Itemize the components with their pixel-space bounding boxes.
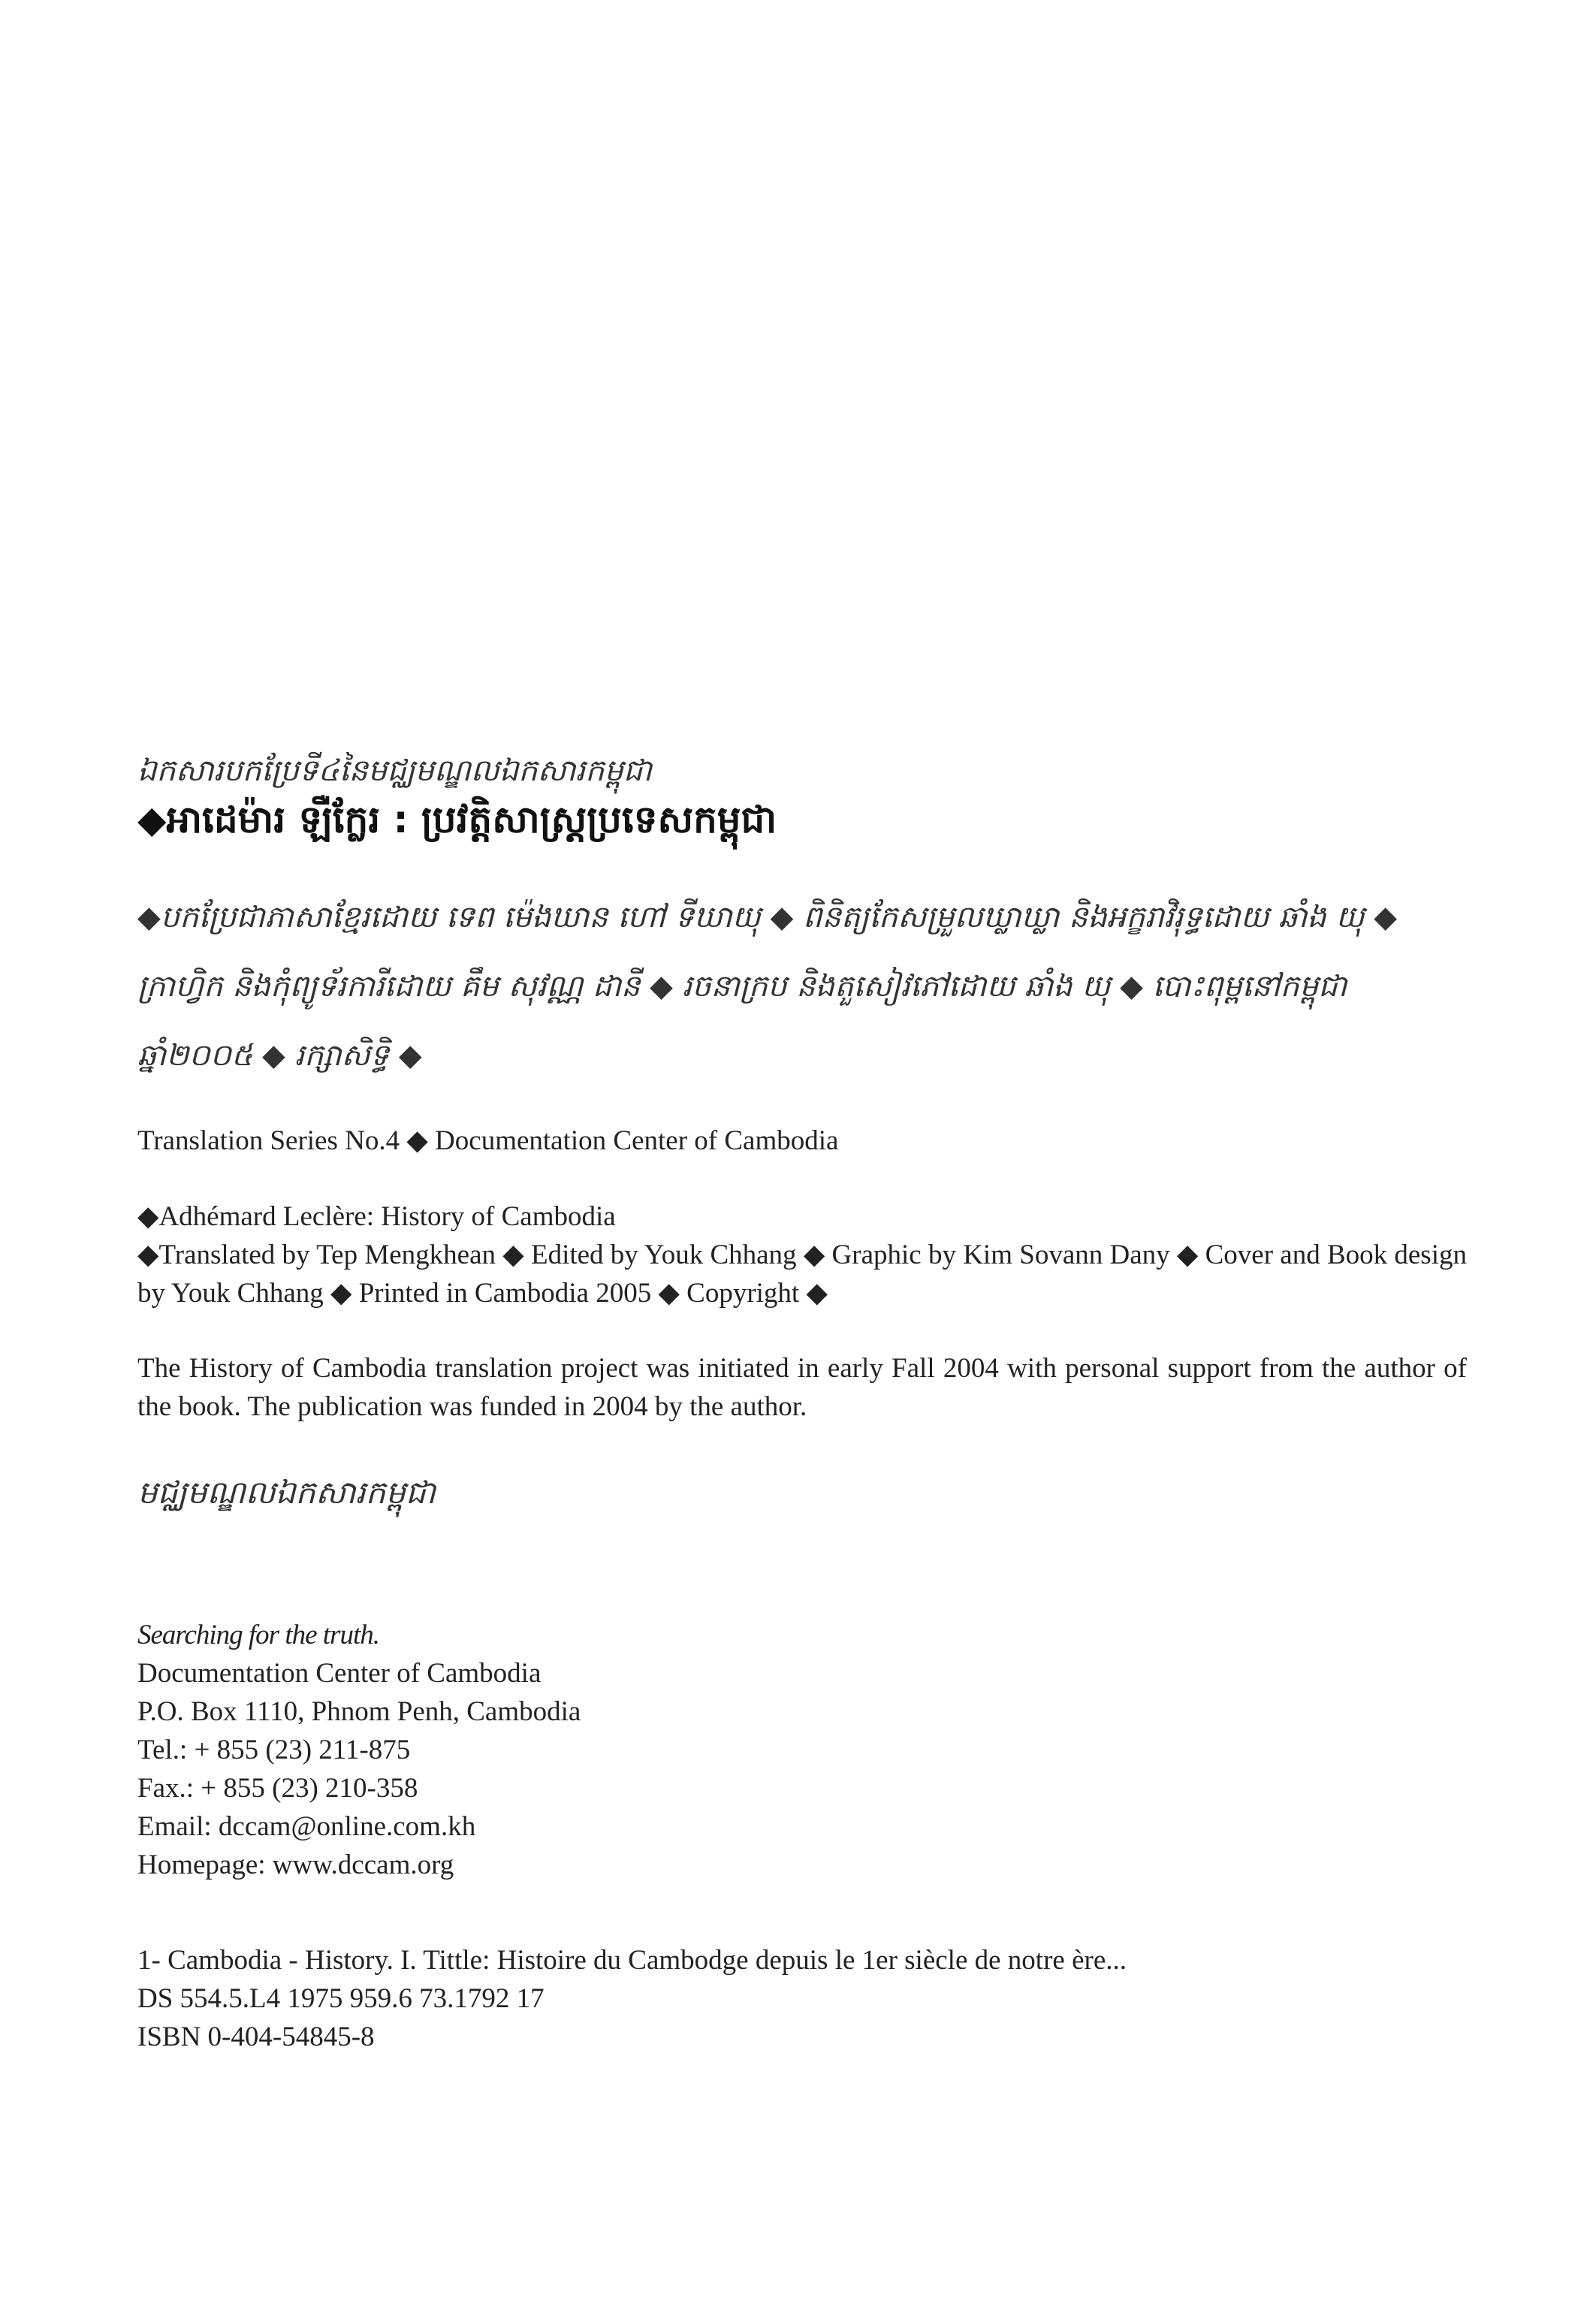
khmer-series-line: ឯកសារបកប្រែទី៤នៃមជ្ឈមណ្ឌលឯកសារកម្ពុជា bbox=[137, 753, 652, 788]
organization-name: Documentation Center of Cambodia bbox=[137, 1658, 542, 1689]
project-note-block bbox=[137, 1349, 1467, 1426]
english-series-block bbox=[137, 1122, 1467, 1160]
english-credits: ◆Translated by Tep Mengkhean ◆ Edited by Youk Chhang ◆ Graphic by Kim Sovann Dany ◆ Cover and Book design by Youk Chhang ◆ Printed in Cambodia 2005 ◆ Copyright ◆ bbox=[137, 1240, 1467, 1309]
khmer-center-name: មជ្ឈមណ្ឌលឯកសារកម្ពុជា bbox=[137, 1474, 436, 1511]
postal-address: P.O. Box 1110, Phnom Penh, Cambodia bbox=[137, 1696, 581, 1727]
email: Email: dccam@online.com.kh bbox=[137, 1811, 476, 1842]
catalog-classification: DS 554.5.L4 1975 959.6 73.1792 17 bbox=[137, 1983, 545, 2014]
isbn: ISBN 0-404-54845-8 bbox=[137, 2022, 375, 2052]
catalog-subject: 1- Cambodia - History. I. Tittle: Histoire du Cambodge depuis le 1er siècle de notre ère... bbox=[137, 1945, 1127, 1976]
copyright-page bbox=[137, 0, 1467, 2307]
english-credits-block bbox=[137, 1197, 1467, 1312]
english-series-line: Translation Series No.4 ◆ Documentation Center of Cambodia bbox=[137, 1125, 839, 1156]
telephone: Tel.: + 855 (23) 211-875 bbox=[137, 1735, 411, 1765]
contact-block bbox=[137, 1616, 1467, 1884]
tagline: Searching for the truth. bbox=[137, 1620, 379, 1650]
english-book-title: ◆Adhémard Leclère: History of Cambodia bbox=[137, 1201, 616, 1232]
khmer-book-title: ◆អាដេម៉ារ ឡឺក្លែរ : ប្រវត្តិសាស្ត្រប្រទេសកម្ពុជា bbox=[137, 798, 777, 841]
fax: Fax.: + 855 (23) 210-358 bbox=[137, 1773, 418, 1804]
project-note: The History of Cambodia translation project was initiated in early Fall 2004 with personal support from the author of the book. The publication was funded in 2004 by the author. bbox=[137, 1353, 1467, 1422]
homepage: Homepage: www.dccam.org bbox=[137, 1850, 454, 1880]
catalog-block bbox=[137, 1941, 1467, 2056]
khmer-credits: ◆បកប្រែជាភាសាខ្មែរដោយ ទេព ម៉េងឃាន ហៅ ទីឃាយុ ◆ ពិនិត្យកែសម្រួលឃ្លាឃ្លា និងអក្ខរាវិរុទ្ធដោយ ឆាំង យុ ◆ ក្រាហ្វិក និងកុំព្យូទ័រការីដោយ គឹម សុវណ្ណ ដានី ◆ រចនាក្រប និងតួសៀវភៅដោយ ឆាំង យុ ◆ បោះពុម្ពនៅកម្ពុជា ឆ្នាំ២០០៥ ◆ រក្សាសិទ្ធិ ◆ bbox=[137, 900, 1398, 1073]
